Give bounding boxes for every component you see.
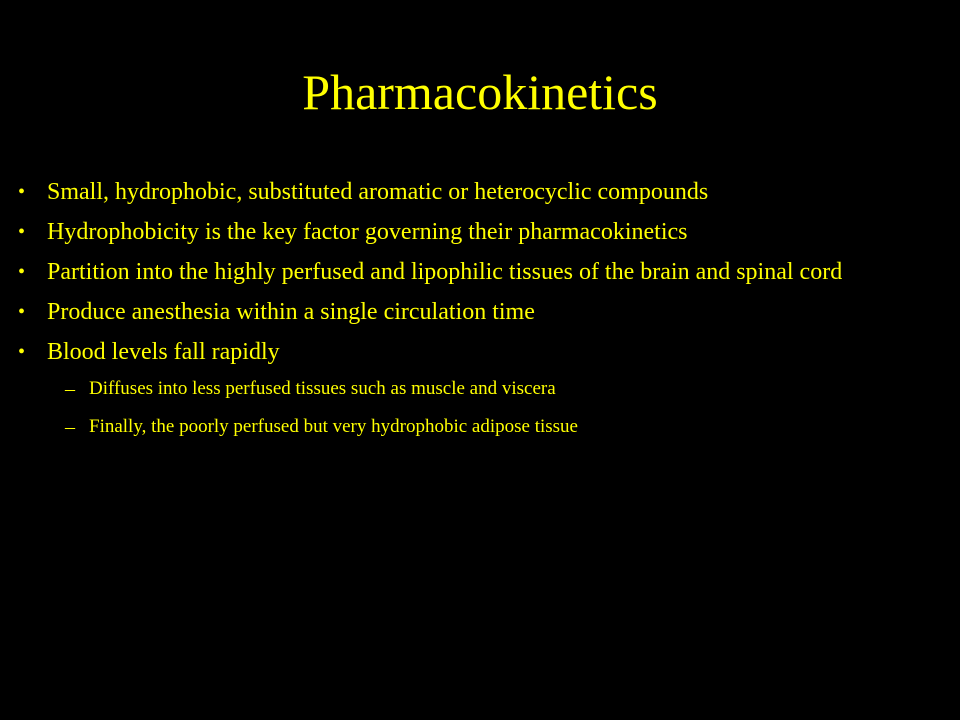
bullet-item [0, 216, 960, 248]
bullet-text: Partition into the highly perfused and lipophilic tissues of the brain and spinal cord [47, 259, 843, 285]
bullet-list [0, 176, 960, 452]
bullet-item [0, 296, 960, 328]
sub-bullet-text: Finally, the poorly perfused but very hydrophobic adipose tissue [89, 416, 578, 437]
bullet-text: Hydrophobicity is the key factor governing their pharmacokinetics [47, 219, 688, 245]
dash-marker: – [65, 416, 75, 438]
dash-marker: – [65, 378, 75, 400]
slide-title: Pharmacokinetics [302, 64, 658, 120]
bullet-item [0, 336, 960, 368]
bullet-item [0, 176, 960, 208]
bullet-marker: • [18, 301, 26, 323]
bullet-marker: • [18, 341, 26, 363]
bullet-item [0, 256, 960, 288]
bullet-marker: • [18, 261, 26, 283]
sub-bullet-text: Diffuses into less perfused tissues such as muscle and viscera [89, 378, 556, 399]
bullet-text: Blood levels fall rapidly [47, 339, 280, 365]
bullet-text: Small, hydrophobic, substituted aromatic or heterocyclic compounds [47, 179, 709, 205]
sub-bullet-item [0, 414, 960, 440]
bullet-marker: • [18, 221, 26, 243]
sub-bullet-item [0, 376, 960, 402]
bullet-text: Produce anesthesia within a single circulation time [47, 299, 535, 325]
bullet-marker: • [18, 181, 26, 203]
